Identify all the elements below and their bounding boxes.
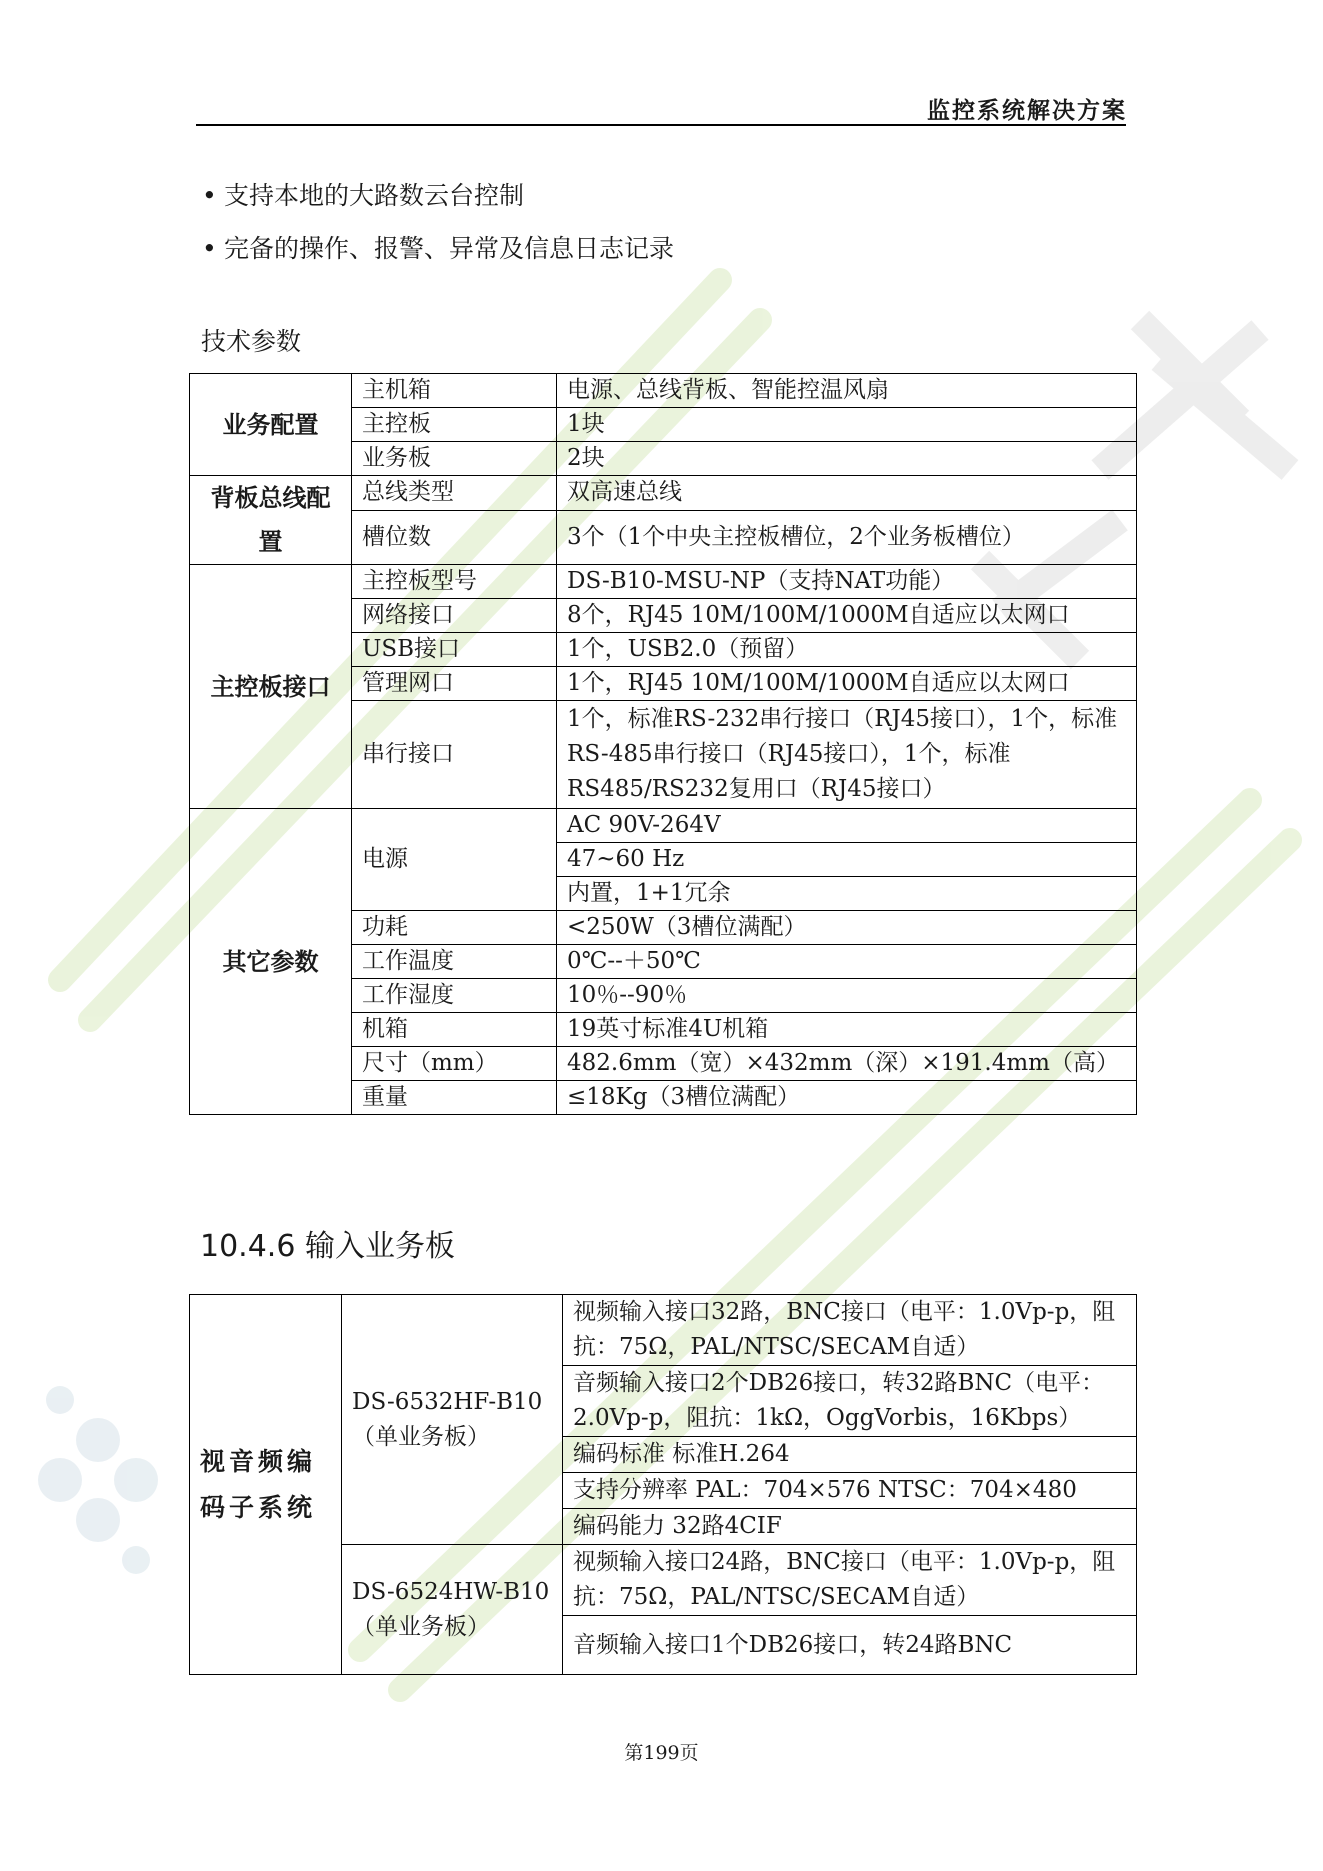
param-value: 内置，1+1冗余 (557, 877, 1137, 911)
table-row (190, 1295, 1137, 1366)
bullet-text: 支持本地的大路数云台控制 (224, 181, 525, 210)
param-name: 管理网口 (352, 667, 557, 701)
input-board-table (189, 1294, 1137, 1675)
header-title: 监控系统解决方案 (927, 97, 1127, 124)
param-value: 8个，RJ45 10M/100M/1000M自适应以太网口 (557, 599, 1137, 633)
category-cell: 其它参数 (190, 809, 352, 1115)
param-name: 串行接口 (352, 701, 557, 809)
param-value: ≤18Kg（3槽位满配） (557, 1081, 1137, 1115)
table-row (190, 476, 1137, 511)
param-name: 机箱 (352, 1013, 557, 1047)
section-heading: 10.4.6 输入业务板 (200, 1229, 455, 1264)
param-name: 尺寸（mm） (352, 1047, 557, 1081)
table-row (190, 809, 1137, 843)
param-name: 主机箱 (352, 374, 557, 408)
table-row (190, 374, 1137, 408)
table-row (190, 565, 1137, 599)
param-name: 工作温度 (352, 945, 557, 979)
header-rule (196, 124, 1126, 126)
bullet-marker: • (202, 181, 217, 210)
spec-cell: 音频输入接口2个DB26接口，转32路BNC（电平：2.0Vp-p，阻抗：1kΩ，OggVorbis，16Kbps） (563, 1366, 1137, 1437)
param-name: 工作湿度 (352, 979, 557, 1013)
param-value: DS-B10-MSU-NP（支持NAT功能） (557, 565, 1137, 599)
param-value: 电源、总线背板、智能控温风扇 (557, 374, 1137, 408)
param-value: 47~60 Hz (557, 843, 1137, 877)
spec-cell: 音频输入接口1个DB26接口，转24路BNC (563, 1616, 1137, 1675)
param-name: 网络接口 (352, 599, 557, 633)
param-value: 3个（1个中央主控板槽位，2个业务板槽位） (557, 510, 1137, 564)
tech-params-label: 技术参数 (201, 327, 302, 356)
spec-cell: 支持分辨率 PAL：704×576 NTSC：704×480 (563, 1473, 1137, 1509)
spec-cell: 编码能力 32路4CIF (563, 1509, 1137, 1545)
param-value: 482.6mm（宽）×432mm（深）×191.4mm（高） (557, 1047, 1137, 1081)
category-cell: 业务配置 (190, 374, 352, 476)
bullet-item (202, 229, 674, 265)
spec-cell: 编码标准 标准H.264 (563, 1437, 1137, 1473)
param-value: 0℃--＋50℃ (557, 945, 1137, 979)
category-cell: 视音频编码子系统 (190, 1295, 342, 1675)
param-value: 1个，RJ45 10M/100M/1000M自适应以太网口 (557, 667, 1137, 701)
param-name: 重量 (352, 1081, 557, 1115)
bullet-item (202, 176, 524, 212)
param-value: 19英寸标准4U机箱 (557, 1013, 1137, 1047)
param-value: 1个，标准RS-232串行接口（RJ45接口），1个，标准RS-485串行接口（RJ45接口），1个，标准RS485/RS232复用口（RJ45接口） (557, 701, 1137, 809)
model-cell: DS-6524HW-B10（单业务板） (342, 1545, 563, 1675)
param-value: 10％--90％ (557, 979, 1137, 1013)
param-name: 电源 (352, 809, 557, 911)
param-name: 业务板 (352, 442, 557, 476)
param-name: 主控板型号 (352, 565, 557, 599)
tech-params-table (189, 373, 1137, 1115)
param-value: 1块 (557, 408, 1137, 442)
bullet-text: 完备的操作、报警、异常及信息日志记录 (224, 234, 675, 263)
param-name: 主控板 (352, 408, 557, 442)
category-cell: 背板总线配置 (190, 476, 352, 565)
model-cell: DS-6532HF-B10（单业务板） (342, 1295, 563, 1545)
param-value: 1个，USB2.0（预留） (557, 633, 1137, 667)
param-name: USB接口 (352, 633, 557, 667)
bullet-marker: • (202, 234, 217, 263)
category-cell: 主控板接口 (190, 565, 352, 809)
page-number: 第199页 (624, 1742, 699, 1764)
param-name: 槽位数 (352, 510, 557, 564)
param-value: <250W（3槽位满配） (557, 911, 1137, 945)
param-name: 总线类型 (352, 476, 557, 511)
param-name: 功耗 (352, 911, 557, 945)
param-value: 双高速总线 (557, 476, 1137, 511)
spec-cell: 视频输入接口32路，BNC接口（电平：1.0Vp-p，阻抗：75Ω，PAL/NTSC/SECAM自适） (563, 1295, 1137, 1366)
param-value: AC 90V-264V (557, 809, 1137, 843)
param-value: 2块 (557, 442, 1137, 476)
spec-cell: 视频输入接口24路，BNC接口（电平：1.0Vp-p，阻抗：75Ω，PAL/NTSC/SECAM自适） (563, 1545, 1137, 1616)
